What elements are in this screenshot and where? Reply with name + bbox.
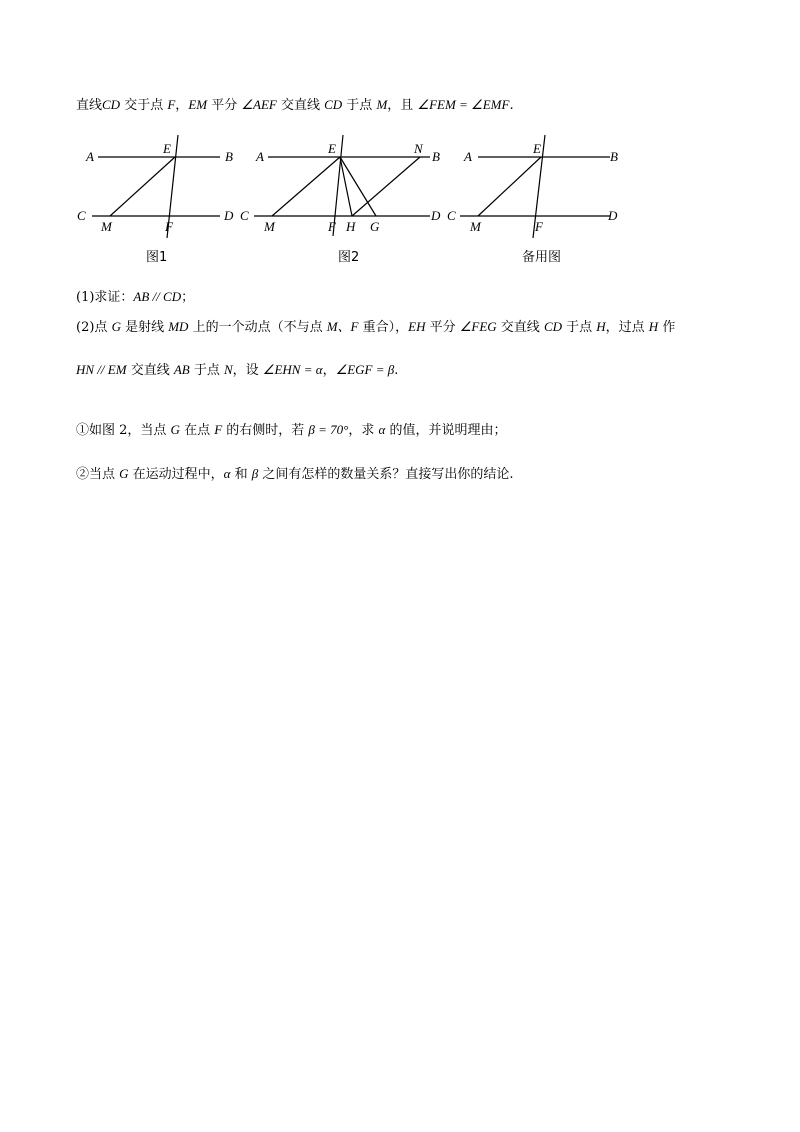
label-d: D (608, 208, 618, 223)
label-d: D (431, 208, 441, 223)
line-em (478, 157, 541, 216)
geometry-figures (70, 130, 670, 275)
q2-alpha-def: ∠EHN = α (262, 362, 323, 377)
label-a: A (464, 149, 472, 164)
line-hn (352, 157, 420, 216)
label-f: F (165, 219, 173, 234)
q2c-text: ，求 (348, 423, 379, 438)
label-m: M (264, 219, 275, 234)
q2c-alpha: α (378, 422, 386, 437)
line-em (272, 157, 340, 216)
label-d: D (224, 208, 234, 223)
intro-line (76, 96, 514, 115)
label-n: N (414, 141, 423, 156)
q2-text: ， (322, 363, 336, 378)
q2c-point-g: G (170, 422, 180, 437)
intro-text: ，且 (387, 98, 418, 113)
intro-text: ， (175, 98, 189, 113)
label-c: C (77, 208, 86, 223)
caption-fig2: 图2 (338, 250, 360, 265)
label-e: E (533, 141, 541, 156)
q2d-text: ②当点 (76, 467, 120, 482)
intro-angle: ∠AEF (241, 97, 277, 112)
question-2-line-1 (76, 318, 675, 337)
label-m: M (101, 219, 112, 234)
q2c-text: 在点 (179, 423, 215, 438)
question-2-part-2 (76, 465, 514, 484)
line-em (110, 157, 175, 216)
caption-fig3: 备用图 (522, 250, 562, 265)
q2c-beta-value: β = 70° (308, 422, 349, 437)
q1-expr: AB // CD (133, 289, 182, 304)
label-m: M (470, 219, 481, 234)
q2c-point-f: F (214, 422, 223, 437)
intro-text: 于点 (342, 98, 377, 113)
figure-2 (254, 135, 430, 236)
q2-text: 重合）， (358, 320, 409, 335)
label-b: B (610, 149, 618, 164)
q1-suffix: ； (181, 290, 195, 305)
q2c-text: ①如图 2，当点 (76, 423, 171, 438)
intro-point-f: F (167, 97, 176, 112)
q2-text: 于点 (189, 363, 224, 378)
intro-equation: ∠FEM = ∠EMF (417, 97, 510, 112)
q1-prefix: (1)求证： (76, 290, 134, 305)
q2c-text: 的值，并说明理由； (385, 423, 507, 438)
question-2-part-1 (76, 421, 506, 440)
q2d-point-g: G (119, 466, 129, 481)
q2-text: 交直线 (126, 363, 174, 378)
label-e: E (163, 141, 171, 156)
q2-points-mf: M、F (326, 319, 359, 334)
label-b: B (432, 149, 440, 164)
intro-text: . (509, 98, 514, 113)
q2-text: (2)点 (76, 320, 112, 335)
q2-text: . (394, 363, 399, 378)
q2-angle-feg: ∠FEG (459, 319, 497, 334)
label-h: H (346, 219, 356, 234)
label-e: E (328, 141, 336, 156)
q2-cd: CD (543, 319, 562, 334)
q2-text: 于点 (562, 320, 597, 335)
label-c: C (240, 208, 249, 223)
intro-text: 平分 (207, 98, 242, 113)
q2d-text: 之间有怎样的数量关系？直接写出你的结论. (258, 467, 514, 482)
intro-cd: CD (102, 97, 121, 112)
label-f: F (328, 219, 336, 234)
q2-ab: AB (173, 362, 190, 377)
intro-em: EM (188, 97, 208, 112)
q2-text: 上的一个动点（不与点 (188, 320, 327, 335)
q2-point-h: H (648, 319, 659, 334)
q2-text: 作 (658, 320, 676, 335)
q2-ray-md: MD (168, 319, 189, 334)
q2-beta-def: ∠EGF = β (335, 362, 395, 377)
intro-cd: CD (324, 97, 343, 112)
q2-point-n: N (223, 362, 233, 377)
q2d-text: 和 (230, 467, 252, 482)
label-c: C (447, 208, 456, 223)
intro-text: 直线 (76, 98, 103, 113)
q2-hn-parallel-em: HN // EM (76, 362, 127, 377)
q2-point-h: H (596, 319, 606, 334)
q2d-text: 在运动过程中， (128, 467, 224, 482)
q2-text: ，设 (232, 363, 263, 378)
q2-point-g: G (111, 319, 121, 334)
intro-point-m: M (376, 97, 388, 112)
q2-eh: EH (408, 319, 426, 334)
label-b: B (225, 149, 233, 164)
intro-text: 交直线 (276, 98, 325, 113)
label-f: F (535, 219, 543, 234)
label-a: A (86, 149, 94, 164)
q2-text: 是射线 (120, 320, 169, 335)
q2d-beta: β (251, 466, 259, 481)
figures (70, 130, 670, 275)
label-a: A (256, 149, 264, 164)
q2-text: 交直线 (496, 320, 544, 335)
question-2-line-2 (76, 361, 398, 380)
label-g: G (370, 219, 380, 234)
caption-fig1: 图1 (146, 250, 168, 265)
intro-text: 交于点 (120, 98, 168, 113)
q2-text: ，过点 (605, 320, 649, 335)
question-1 (76, 288, 194, 307)
q2c-text: 的右侧时，若 (222, 423, 309, 438)
q2d-alpha: α (223, 466, 231, 481)
q2-text: 平分 (425, 320, 460, 335)
